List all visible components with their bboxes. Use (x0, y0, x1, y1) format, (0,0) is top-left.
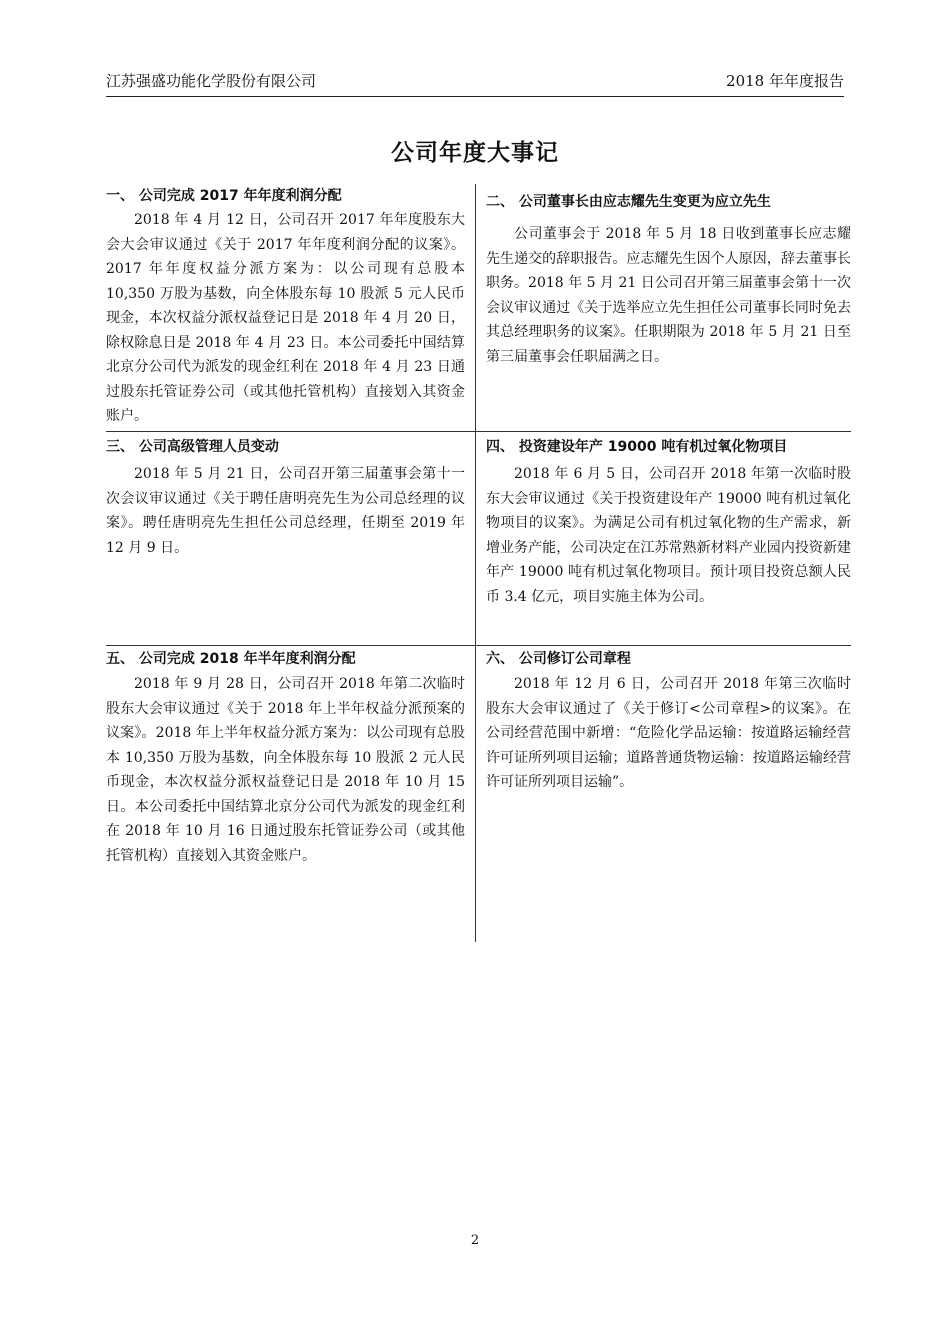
event-body-1: 2018 年 4 月 12 日，公司召开 2017 年年度股东大会大会审议通过《关于 2017 年年度利润分配的议案》。2017 年年度权益分派方案为：以公司现有总股本 10,350 万股为基数，向全体股东每 10 股派 5 元人民币现金，本次权益分派权益登记日是 2018 年 4 月 20 日，除权除息日是 2018 年 4 月 23 日。本公司委托中国结算北京分公司代为派发的现金红利在 2018 年 4 月 23 日通过股东托管证券公司（或其他托管机构）直接划入其资金账户。 (106, 212, 465, 424)
event-body-5: 2018 年 9 月 28 日，公司召开 2018 年第二次临时股东大会审议通过《关于 2018 年上半年权益分派预案的议案》。2018 年上半年权益分派方案为：以公司现有总股本 10,350 万股为基数，向全体股东每 10 股派 2 元人民币现金，本次权益分派权益登记日是 2018 年 10 月 15 日。本公司委托中国结算北京分公司代为派发的现金红利在 2018 年 10 月 16 日通过股东托管证券公司（或其他托管机构）直接划入其资金账户。 (106, 676, 465, 864)
header-report-title: 2018 年年度报告 (726, 72, 844, 90)
event-body-4: 2018 年 6 月 5 日，公司召开 2018 年第一次临时股东大会审议通过《关于投资建设年产 19000 吨有机过氧化物项目的议案》。为满足公司有机过氧化物的生产需求，新增业务产能，公司决定在江苏常熟新材料产业园内投资新建年产 19000 吨有机过氧化物项目。预计项目投资总额人民币 3.4 亿元，项目实施主体为公司。 (486, 466, 851, 605)
events-grid (106, 184, 851, 942)
event-body-6: 2018 年 12 月 6 日，公司召开 2018 年第三次临时股东大会审议通过了《关于修订<公司章程>的议案》。在公司经营范围中新增：“危险化学品运输：按道路运输经营许可证所列项目运输；道路普通货物运输：按道路运输经营许可证所列项目运输”。 (486, 676, 851, 790)
page-number: 2 (470, 1233, 480, 1248)
events-row-1 (106, 184, 851, 432)
page-title: 公司年度大事记 (391, 140, 559, 166)
event-cell-3 (106, 432, 476, 646)
event-title-1: 一、 公司完成 2017 年年度利润分配 (106, 188, 342, 204)
event-cell-2 (476, 184, 851, 432)
event-cell-6 (476, 646, 851, 942)
event-title-2: 二、 公司董事长由应志耀先生变更为应立先生 (486, 194, 771, 210)
event-title-4: 四、 投资建设年产 19000 吨有机过氧化物项目 (486, 439, 788, 455)
running-header (106, 66, 844, 97)
event-cell-4 (476, 432, 851, 646)
event-cell-1 (106, 184, 476, 432)
event-body-3: 2018 年 5 月 21 日，公司召开第三届董事会第十一次会议审议通过《关于聘任唐明亮先生为公司总经理的议案》。聘任唐明亮先生担任公司总经理，任期至 2019 年 12 月 9 日。 (106, 466, 465, 556)
event-title-5: 五、 公司完成 2018 年半年度利润分配 (106, 651, 356, 667)
events-row-3 (106, 646, 851, 942)
event-cell-5 (106, 646, 476, 942)
event-title-3: 三、 公司高级管理人员变动 (106, 439, 279, 455)
header-company-name: 江苏强盛功能化学股份有限公司 (106, 72, 317, 90)
events-row-2 (106, 432, 851, 646)
event-title-6: 六、 公司修订公司章程 (486, 651, 631, 667)
event-body-2: 公司董事会于 2018 年 5 月 18 日收到董事长应志耀先生递交的辞职报告。应志耀先生因个人原因，辞去董事长职务。2018 年 5 月 21 日公司召开第三届董事会第十一次会议审议通过《关于选举应立先生担任公司董事长同时免去其总经理职务的议案》。任职期限为 2018 年 5 月 21 日至第三届董事会任职届满之日。 (486, 226, 851, 365)
